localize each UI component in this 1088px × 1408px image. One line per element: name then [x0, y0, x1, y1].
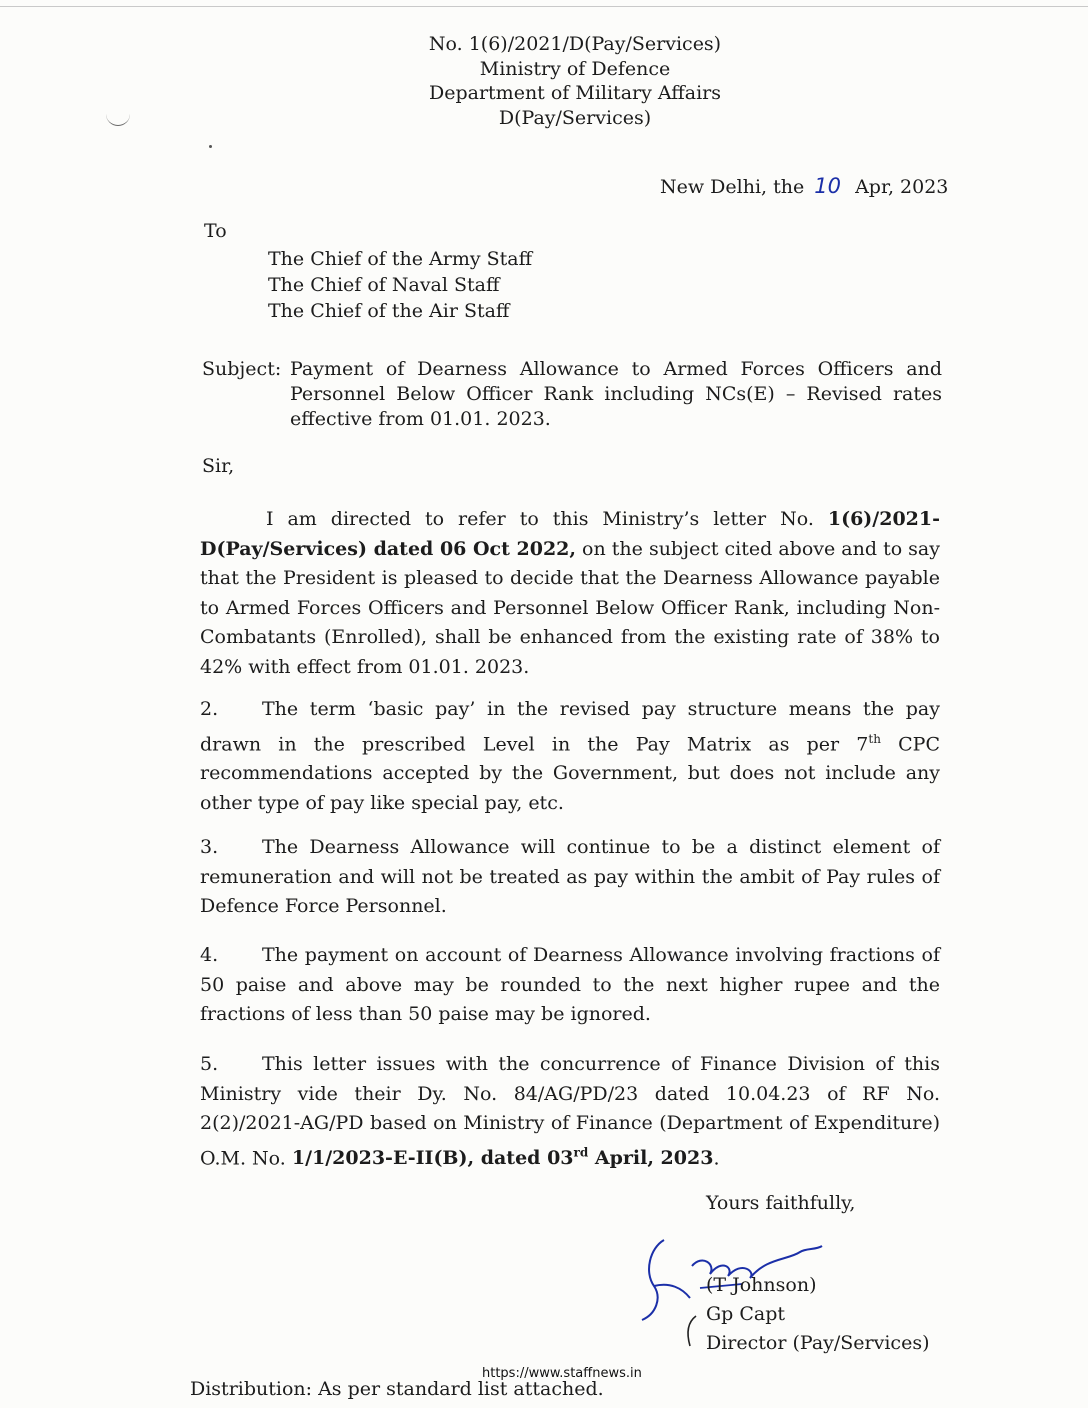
para1-text-b: on the subject cited above and to say that the President is pleased to decide that the Dearness Allowance payable to Armed Forces Officers and Personnel Below Officer Rank, including Non-Combatants (Enrolled), shall be enhanced from the existing rate of 38% to 42% with effect from 01.01. 2023. [200, 537, 940, 678]
para5-bold-b: April, 2023 [588, 1146, 714, 1169]
para5-text-b: . [713, 1146, 720, 1169]
subject-text: Payment of Dearness Allowance to Armed Forces Officers and Personnel Below Officer Rank including NCs(E) – Revised rates effective from 01.01. 2023. [290, 358, 942, 430]
subject-label: Subject: [202, 358, 282, 380]
scan-speck [209, 145, 212, 148]
date-day-handwritten: 10 [814, 174, 842, 198]
department-name: Department of Military Affairs [429, 82, 721, 104]
file-number: No. 1(6)/2021/D(Pay/Services) [428, 33, 722, 55]
para3-text: The Dearness Allowance will continue to be a distinct element of remuneration and will not be treated as pay within the ambit of Pay rules of Defence Force Personnel. [200, 836, 940, 917]
letter-header [400, 32, 750, 130]
para2-text-b: CPC recommendations accepted by the Government, but does not include any other type of pay like special pay, etc. [200, 732, 940, 814]
para1-text-a: I am directed to refer to this Ministry’s letter No. [266, 508, 828, 530]
recipient-army: The Chief of the Army Staff [268, 248, 533, 270]
para5-text-a: This letter issues with the concurrence of Finance Division of this Ministry vide their Dy. No. 84/AG/PD/23 dated 10.04.23 of RF No. 2(2)/2021-AG/PD based on Ministry of Finance (Department of Expenditure) O.M. No. [200, 1053, 940, 1169]
para1-reference: 1(6)/2021-D(Pay/Services) dated 06 Oct 2022, [200, 508, 940, 560]
date-line [660, 174, 948, 198]
para2-text-a: The term ‘basic pay’ in the revised pay structure means the pay drawn in the prescribed Level in the Pay Matrix as per 7 [200, 698, 940, 755]
date-month-year: Apr, 2023 [855, 176, 949, 198]
recipient-navy: The Chief of Naval Staff [268, 274, 500, 296]
paragraph-3 [200, 833, 940, 922]
paragraph-4 [200, 941, 940, 1030]
scan-mark [106, 113, 130, 126]
scan-edge-line [0, 6, 1088, 7]
paragraph-1 [200, 505, 940, 682]
date-prefix: New Delhi, the [660, 176, 805, 198]
signer-name: (T Johnson) [706, 1274, 817, 1296]
distribution-note: Distribution: As per standard list attached. [190, 1378, 604, 1400]
signer-block [706, 1271, 929, 1358]
para4-number: 4. [200, 944, 219, 966]
section-name: D(Pay/Services) [498, 106, 652, 129]
para5-bold-a: 1/1/2023-E-II(B), dated 03 [291, 1146, 574, 1169]
paragraph-5 [200, 1050, 940, 1173]
recipient-list [268, 246, 532, 324]
signer-designation: Director (Pay/Services) [706, 1332, 930, 1354]
paragraph-2 [200, 695, 940, 818]
para3-number: 3. [200, 836, 219, 858]
to-label: To [204, 220, 227, 242]
subject-block [202, 357, 942, 432]
closing-phrase: Yours faithfully, [706, 1192, 856, 1214]
para2-number: 2. [200, 698, 219, 720]
para5-om-reference [292, 1147, 714, 1169]
para2-superscript: th [868, 731, 881, 746]
para5-superscript: rd [573, 1145, 589, 1160]
para4-text: The payment on account of Dearness Allowance involving fractions of 50 paise and above may be rounded to the next higher rupee and the fractions of less than 50 paise may be ignored. [200, 944, 940, 1025]
para5-number: 5. [200, 1053, 219, 1075]
ministry-name: Ministry of Defence [479, 57, 671, 80]
recipient-air: The Chief of the Air Staff [268, 300, 510, 322]
salutation: Sir, [202, 455, 235, 477]
signer-rank: Gp Capt [706, 1303, 786, 1325]
watermark-url: https://www.staffnews.in [482, 1366, 642, 1381]
